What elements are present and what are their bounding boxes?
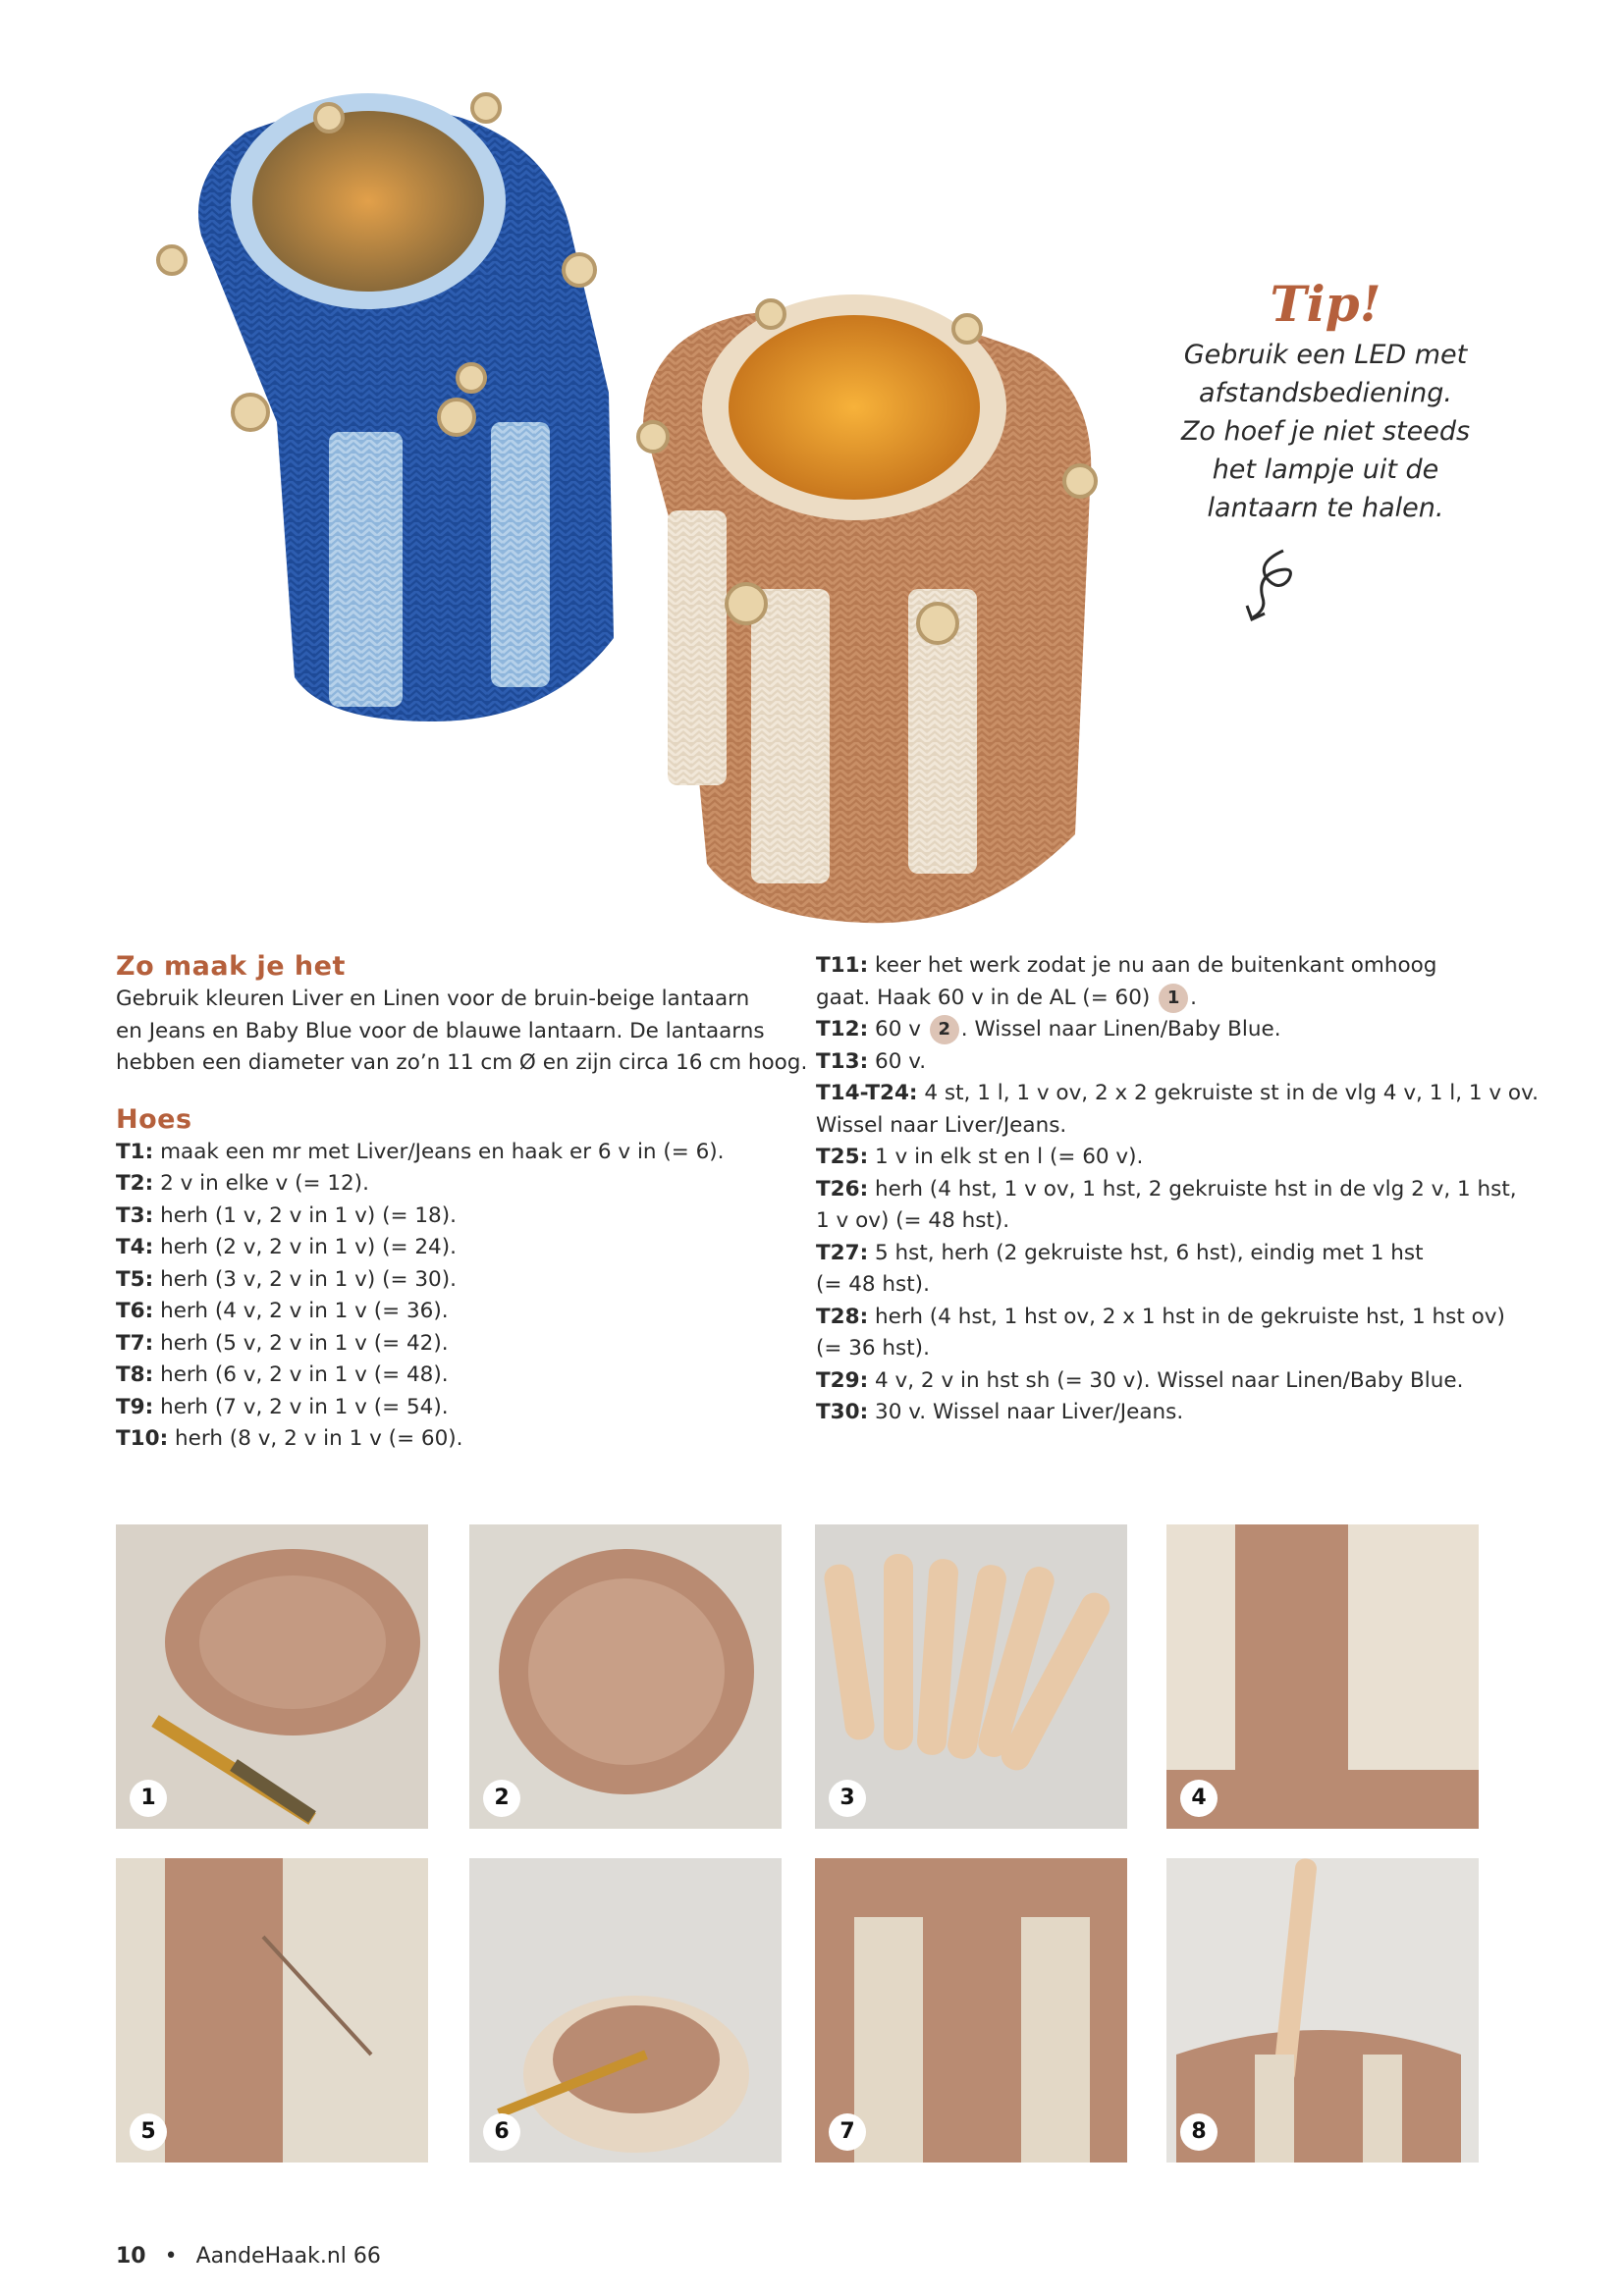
curly-arrow-icon bbox=[1239, 545, 1308, 623]
round-label: T8: bbox=[116, 1362, 154, 1387]
round-label: T4: bbox=[116, 1235, 154, 1259]
step-photo-4 bbox=[1166, 1524, 1479, 1829]
round-row bbox=[116, 1328, 803, 1361]
round-row bbox=[116, 1423, 803, 1456]
round-row bbox=[816, 1046, 1515, 1079]
round-instruction: 5 hst, herh (2 gekruiste hst, 6 hst), eindig met 1 hst bbox=[875, 1240, 1424, 1265]
round-instruction: herh (5 v, 2 v in 1 v (= 42). bbox=[160, 1330, 449, 1356]
step-photo-5 bbox=[116, 1858, 428, 2163]
round-instruction: 4 st, 1 l, 1 v ov, 2 x 2 gekruiste st in de vlg 4 v, 1 l, 1 v ov. bbox=[924, 1081, 1539, 1105]
round-row bbox=[816, 1110, 1515, 1143]
step-badge: 1 bbox=[1159, 984, 1188, 1013]
round-instruction: herh (4 v, 2 v in 1 v (= 36). bbox=[160, 1299, 449, 1323]
round-label: T10: bbox=[116, 1426, 169, 1451]
left-column bbox=[116, 950, 808, 1456]
round-label: T30: bbox=[816, 1400, 869, 1424]
round-row bbox=[116, 1264, 803, 1297]
round-instruction: herh (6 v, 2 v in 1 v (= 48). bbox=[160, 1362, 449, 1387]
brown-lantern bbox=[638, 294, 1096, 923]
round-t12: T12: 60 v 2 . Wissel naar Linen/Baby Blue. bbox=[816, 1014, 1515, 1046]
step-photo-8 bbox=[1166, 1858, 1479, 2163]
round-instruction: 1 v ov) (= 48 hst). bbox=[816, 1208, 1010, 1233]
step-number: 8 bbox=[1180, 2113, 1218, 2151]
round-instruction: herh (7 v, 2 v in 1 v (= 54). bbox=[160, 1394, 449, 1419]
tip-body bbox=[1149, 336, 1502, 527]
round-row bbox=[116, 1137, 803, 1169]
round-instruction: 1 v in elk st en l (= 60 v). bbox=[875, 1145, 1144, 1169]
round-instruction: herh (2 v, 2 v in 1 v) (= 24). bbox=[160, 1235, 457, 1259]
round-instruction: herh (4 hst, 1 v ov, 1 hst, 2 gekruiste hst in de vlg 2 v, 1 hst, bbox=[875, 1176, 1517, 1201]
round-instruction: (= 36 hst). bbox=[816, 1336, 930, 1361]
round-row bbox=[816, 1269, 1515, 1302]
round-list-right bbox=[816, 1046, 1539, 1429]
page-number: 10 bbox=[116, 2244, 146, 2269]
magazine-name: AandeHaak.nl 66 bbox=[195, 2244, 381, 2269]
round-label: T27: bbox=[816, 1240, 869, 1265]
round-instruction: (= 48 hst). bbox=[816, 1272, 930, 1297]
round-instruction: 2 v in elke v (= 12). bbox=[160, 1171, 369, 1196]
page-footer bbox=[116, 2244, 381, 2269]
round-instruction: herh (4 hst, 1 hst ov, 2 x 1 hst in de gekruiste hst, 1 hst ov) bbox=[875, 1304, 1505, 1329]
round-instruction: herh (1 v, 2 v in 1 v) (= 18). bbox=[160, 1202, 457, 1228]
round-list-left bbox=[116, 1137, 803, 1456]
step-number: 7 bbox=[829, 2113, 866, 2151]
round-label: T2: bbox=[116, 1171, 154, 1196]
tip-title: Tip! bbox=[1270, 275, 1381, 333]
tip-box bbox=[1149, 275, 1502, 527]
round-row bbox=[816, 1078, 1539, 1110]
step-number: 1 bbox=[130, 1780, 167, 1817]
footer-separator: • bbox=[164, 2244, 178, 2269]
step-number: 5 bbox=[130, 2113, 167, 2151]
round-row bbox=[816, 1238, 1515, 1270]
intro-line: hebben een diameter van zo’n 11 cm Ø en zijn circa 16 cm hoog. bbox=[116, 1050, 808, 1075]
round-t11-cont: gaat. Haak 60 v in de AL (= 60) 1 . bbox=[816, 983, 1515, 1015]
round-row bbox=[816, 1333, 1515, 1365]
round-label: T26: bbox=[816, 1176, 869, 1201]
section-heading-zo-maak-je-het: Zo maak je het bbox=[116, 951, 346, 982]
step-badge: 2 bbox=[930, 1015, 959, 1044]
round-label: T7: bbox=[116, 1330, 154, 1356]
round-row bbox=[816, 1365, 1515, 1398]
tip-line: afstandsbediening. bbox=[1198, 378, 1453, 408]
round-instruction: herh (8 v, 2 v in 1 v (= 60). bbox=[175, 1426, 463, 1451]
tip-line: lantaarn te halen. bbox=[1207, 493, 1444, 523]
round-label: T6: bbox=[116, 1299, 154, 1323]
intro-line: en Jeans en Baby Blue voor de blauwe lantaarn. De lantaarns bbox=[116, 1018, 765, 1043]
round-row bbox=[116, 1201, 803, 1233]
round-instruction: 4 v, 2 v in hst sh (= 30 v). Wissel naar Linen/Baby Blue. bbox=[875, 1367, 1464, 1393]
section-heading-hoes: Hoes bbox=[116, 1103, 192, 1135]
round-label: T14-T24: bbox=[816, 1081, 918, 1105]
round-row bbox=[116, 1232, 803, 1264]
round-row bbox=[116, 1168, 803, 1201]
round-label: T29: bbox=[816, 1367, 869, 1393]
round-instruction: herh (3 v, 2 v in 1 v) (= 30). bbox=[160, 1266, 457, 1292]
round-row bbox=[116, 1296, 803, 1328]
step-photo-6 bbox=[469, 1858, 782, 2163]
tip-line: het lampje uit de bbox=[1212, 454, 1439, 485]
intro-paragraph bbox=[116, 984, 808, 1080]
round-label: T1: bbox=[116, 1139, 154, 1164]
step-photo-3 bbox=[815, 1524, 1127, 1829]
round-t11: T11: keer het werk zodat je nu aan de buitenkant omhoog bbox=[816, 953, 1437, 978]
round-label: T3: bbox=[116, 1202, 154, 1228]
tip-line: Zo hoef je niet steeds bbox=[1180, 416, 1471, 447]
round-row bbox=[816, 1302, 1515, 1334]
round-label: T5: bbox=[116, 1266, 154, 1292]
round-row bbox=[816, 1174, 1515, 1206]
step-number: 4 bbox=[1180, 1780, 1218, 1817]
round-row bbox=[816, 1397, 1515, 1429]
right-column bbox=[816, 950, 1539, 1429]
round-label: T9: bbox=[116, 1394, 154, 1419]
round-label: T13: bbox=[816, 1048, 869, 1074]
step-photo-2 bbox=[469, 1524, 782, 1829]
round-label: T28: bbox=[816, 1304, 869, 1329]
tip-line: Gebruik een LED met bbox=[1183, 340, 1468, 370]
round-instruction: 60 v. bbox=[875, 1048, 927, 1074]
round-row bbox=[816, 1205, 1515, 1238]
step-number: 3 bbox=[829, 1780, 866, 1817]
round-instruction: maak een mr met Liver/Jeans en haak er 6 v in (= 6). bbox=[160, 1139, 725, 1164]
round-instruction: 30 v. Wissel naar Liver/Jeans. bbox=[875, 1400, 1184, 1424]
round-row bbox=[816, 1142, 1515, 1174]
step-photo-1 bbox=[116, 1524, 428, 1829]
blue-lantern bbox=[158, 93, 614, 721]
step-number: 6 bbox=[483, 2113, 520, 2151]
round-label: T25: bbox=[816, 1145, 869, 1169]
round-row bbox=[116, 1360, 803, 1392]
intro-line: Gebruik kleuren Liver en Linen voor de bruin-beige lantaarn bbox=[116, 987, 750, 1011]
round-instruction: Wissel naar Liver/Jeans. bbox=[816, 1112, 1067, 1138]
step-photo-7 bbox=[815, 1858, 1127, 2163]
step-number: 2 bbox=[483, 1780, 520, 1817]
round-row bbox=[116, 1392, 803, 1424]
